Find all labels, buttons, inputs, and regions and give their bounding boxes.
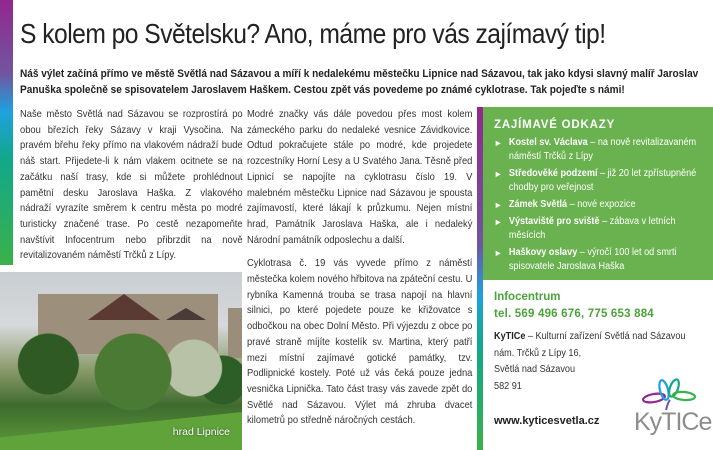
infocentrum-title: Infocentrum bbox=[494, 291, 561, 303]
links-heading: ZAJÍMAVÉ ODKAZY bbox=[494, 119, 616, 131]
decorative-gradient-bar bbox=[0, 0, 13, 265]
roof-shape bbox=[88, 294, 160, 320]
link-item[interactable] bbox=[494, 198, 710, 212]
flower-logo-icon bbox=[640, 378, 700, 412]
link-item-name: Středověké podzemí bbox=[508, 168, 598, 179]
link-item-name: Výstaviště pro sviště bbox=[508, 216, 600, 227]
interesting-links-box bbox=[483, 107, 713, 280]
page-title: S kolem po Světelsku? Ano, máme pro vás zajímavý tip! bbox=[20, 18, 606, 49]
infocentrum-phone[interactable]: tel. 569 496 676, 775 653 884 bbox=[494, 308, 654, 320]
address-street: nám. Trčků z Lípy 16, bbox=[494, 347, 582, 359]
link-item-desc: – na nově revitalizavaném náměstí Trčků z Lípy bbox=[508, 137, 697, 162]
kytice-logo bbox=[634, 378, 712, 438]
link-item-name: Zámek Světlá bbox=[508, 199, 568, 210]
link-item[interactable] bbox=[494, 215, 710, 243]
address-zip: 582 91 bbox=[494, 380, 522, 392]
link-item-name: Kostel sv. Václava bbox=[508, 137, 588, 148]
article-column-2 bbox=[247, 107, 472, 429]
address-city: Světlá nad Sázavou bbox=[494, 364, 576, 375]
arrow-right-icon: ► bbox=[494, 217, 503, 227]
photo-caption: hrad Lipnice bbox=[172, 426, 230, 438]
website-link[interactable]: www.kyticesvetla.cz bbox=[494, 415, 600, 427]
org-name: KyTICe bbox=[494, 331, 526, 342]
arrow-right-icon: ► bbox=[494, 138, 503, 148]
arrow-right-icon: ► bbox=[494, 200, 503, 210]
link-item[interactable] bbox=[494, 136, 710, 164]
column-2-paragraph-1: Modré značky vás dále povedou přes most kolem zámeckého parku do nedaleké vesnice Závidkovice. Odtud pokračujete stále po modré, kde projedete rozcestníky Horní Lesy a U Svatého Jana. Těsně před Lipnicí se napojíte na cyklotrasu číslo 19. V malebném městečku Lipnice nad Sázavou je spousta zajímavostí, které lákají k průzkumu. Nejen místní hrad, Památník Jaroslava Haška, ale i nedaleký Národní památník odposlechu a další. bbox=[247, 109, 473, 246]
logo-text: KyTICe bbox=[634, 408, 712, 436]
links-list bbox=[494, 136, 703, 274]
link-item[interactable] bbox=[494, 246, 710, 274]
org-desc: – Kulturní zařízení Světlá nad Sázavou bbox=[525, 331, 686, 342]
article-column-1 bbox=[20, 107, 243, 264]
link-item-desc: – výročí 100 let od smrti spisovatele Jaroslava Haška bbox=[508, 247, 677, 272]
arrow-right-icon: ► bbox=[494, 248, 503, 258]
link-item-name: Haškovy oslavy bbox=[508, 247, 578, 258]
link-item-desc: – nové expozice bbox=[567, 199, 636, 210]
castle-photo bbox=[0, 272, 242, 450]
link-item-desc: – již 20 let zpřístupněné chodby pro veřejnost bbox=[508, 168, 697, 193]
trees-shape bbox=[0, 332, 242, 412]
link-item[interactable] bbox=[494, 167, 710, 195]
column-2-paragraph-2: Cyklotrasa č. 19 vás vyvede přímo z náměstí městečka kolem nového hřbitova na zpáteční cestu. U rybníka Kamenná trouba se trasa napojí na hlavní silnici, po které pojedete pouze ke křižovatce s odbočkou na obec Dolní Město. Při výjezdu z obce po pravé straně míjíte kostelík sv. Martina, který patří mezi místní zajímavé gotické památky, tzv. Podlipnické kostely. Poté už vás čeká pouze jedna vesnička Lipnička. Tato část trasy vás zavede zpět do Světlé nad Sázavou. Výlet má zhruba dvacet kilometrů po středně náročných cestách. bbox=[247, 258, 473, 427]
lead-paragraph: Náš výlet začíná přímo ve městě Světlá nad Sázavou a míří k nedalekému městečku Lipnice nad Sázavou, tak jako kdysi slavný malíř Jaroslav Panuška společně se spisovatelem Jaroslavem Haškem. Cestou zpět vás povedeme po známé cyklotrase. Tak pojeďte s námi! bbox=[20, 68, 699, 96]
column-1-text: Naše město Světlá nad Sázavou se rozprostírá po obou březích řeky Sázavy v kraji Vysočina. Na pravém břehu řeky přímo na vlakovém nádraží bude náš start. Přijedete-li k nám vlakem ocitnete se na začátku naší trasy, kde si můžete prohlédnout pamětní desku Jaroslava Haška. Z vlakového nádraží vyrazíte směrem k centru města po modré turisticky značené trase. Po cestě nezapomeňte navštívit Infocentrum nebo přibrzdit na nově revitalizovaném náměstí Trčků z Lípy. bbox=[20, 109, 243, 262]
link-item-desc: – zábava v letních měsících bbox=[508, 216, 676, 241]
roof-shape bbox=[166, 308, 206, 320]
arrow-right-icon: ► bbox=[494, 169, 503, 179]
